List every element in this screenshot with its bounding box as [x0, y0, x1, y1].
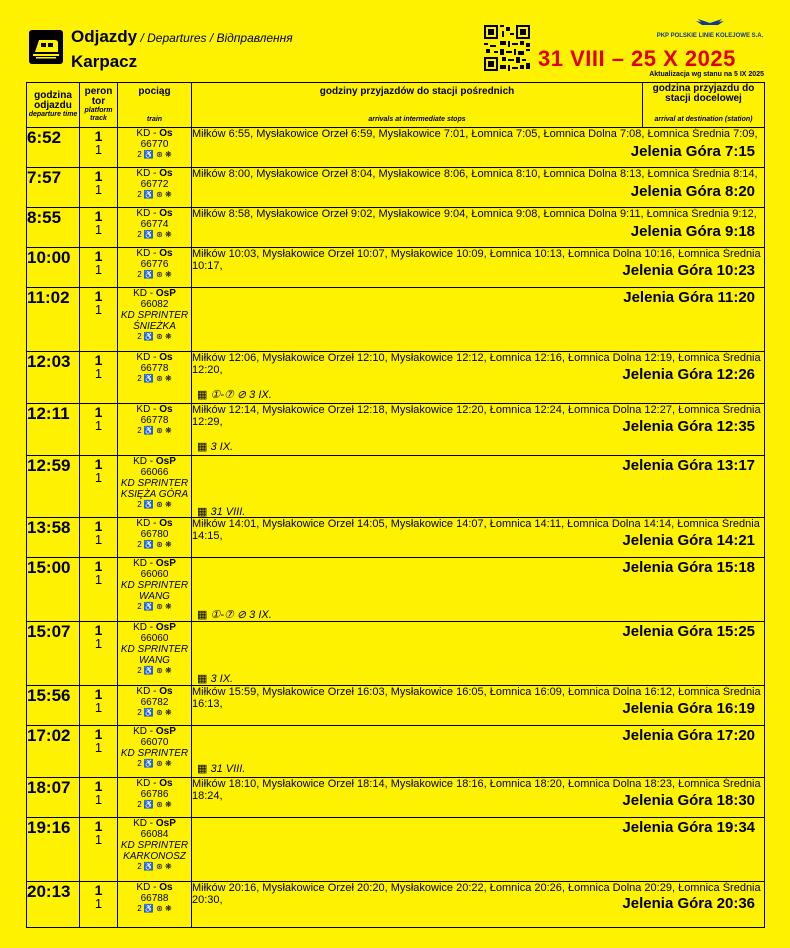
train-name: KD SPRINTER WANG — [120, 644, 189, 666]
train-number: 66782 — [140, 697, 169, 708]
intermediate-stops: Miłków 20:16, Mysłakowice Orzeł 20:20, Mysłakowice 20:22, Łomnica 20:26, Łomnica Dolna 20:29, Łomnica Średnia 20:30, — [192, 882, 761, 906]
destination-arrival: Jelenia Góra 9:18 — [630, 223, 755, 240]
train-info — [118, 686, 192, 726]
destination-arrival: Jelenia Góra 19:34 — [622, 819, 755, 836]
table-row — [27, 128, 765, 168]
operator-name: PKP POLSKIE LINIE KOLEJOWE S.A. — [656, 33, 764, 39]
train-name: KD SPRINTER KSIĘŻA GÓRA — [120, 478, 189, 500]
col-platform-header: peron tor platform track — [80, 83, 118, 128]
intermediate-stops: Miłków 18:10, Mysłakowice Orzeł 18:14, Mysłakowice 18:16, Łomnica 18:20, Łomnica Dolna 18:23, Łomnica Średnia 18:24, — [192, 778, 761, 802]
platform: 1 — [94, 248, 103, 264]
train-category: KD - Os — [136, 208, 173, 219]
track: 1 — [94, 532, 103, 547]
train-info — [118, 622, 192, 686]
stops-cell — [192, 622, 765, 686]
train-amenities-icons: 2 ♿ ⊛ ❋ — [137, 270, 172, 279]
train-category: KD - OsP — [133, 622, 176, 633]
station-name: Karpacz — [71, 52, 138, 71]
stops-cell — [192, 128, 765, 168]
stops-cell — [192, 686, 765, 726]
intermediate-stops: Miłków 8:00, Mysłakowice Orzeł 8:04, Mysłakowice 8:06, Łomnica 8:10, Łomnica Dolna 8:13, Łomnica Średnia 8:14, — [192, 168, 758, 180]
train-amenities-icons: 2 ♿ ⊛ ❋ — [137, 862, 172, 871]
train-amenities-icons: 2 ♿ ⊛ ❋ — [137, 374, 172, 383]
calendar-icon: ▦ — [197, 609, 208, 621]
destination-arrival: Jelenia Góra 7:15 — [630, 143, 755, 160]
platform: 1 — [94, 882, 103, 898]
stops-cell — [192, 818, 765, 882]
platform-track — [80, 518, 118, 558]
intermediate-stops: Miłków 6:55, Mysłakowice Orzeł 6:59, Mysłakowice 7:01, Łomnica 7:05, Łomnica Dolna 7:08, Łomnica Średnia 7:09, — [192, 128, 758, 140]
train-info — [118, 456, 192, 518]
train-info — [118, 518, 192, 558]
table-row — [27, 208, 765, 248]
track: 1 — [94, 222, 103, 237]
train-info — [118, 818, 192, 882]
platform: 1 — [94, 558, 103, 574]
platform: 1 — [94, 288, 103, 304]
track: 1 — [94, 792, 103, 807]
stops-cell — [192, 456, 765, 518]
train-amenities-icons: 2 ♿ ⊛ ❋ — [137, 190, 172, 199]
departure-time: 6:52 — [27, 128, 80, 168]
platform: 1 — [94, 686, 103, 702]
destination-arrival: Jelenia Góra 12:35 — [622, 418, 755, 435]
running-days-note: ▦ 3 IX. — [197, 673, 234, 685]
train-info — [118, 128, 192, 168]
train-amenities-icons: 2 ♿ ⊛ ❋ — [137, 602, 172, 611]
stops-cell — [192, 288, 765, 352]
timetable — [26, 82, 765, 928]
destination-arrival: Jelenia Góra 15:18 — [622, 559, 755, 576]
train-category: KD - Os — [136, 352, 173, 363]
train-category: KD - Os — [136, 882, 173, 893]
departure-time: 19:16 — [27, 818, 80, 882]
qr-code-icon — [484, 25, 530, 71]
col-train-header: pociąg train — [118, 83, 192, 128]
stops-cell — [192, 726, 765, 778]
train-info — [118, 882, 192, 928]
running-days-note: ▦ ①-⑦ ⊘ 3 IX. — [197, 389, 272, 401]
train-info — [118, 288, 192, 352]
table-row — [27, 778, 765, 818]
track: 1 — [94, 142, 103, 157]
train-info — [118, 168, 192, 208]
table-row — [27, 558, 765, 622]
intermediate-stops: Miłków 8:58, Mysłakowice Orzeł 9:02, Mysłakowice 9:04, Łomnica 9:08, Łomnica Dolna 9:11, Łomnica Średnia 9:12, — [192, 208, 757, 220]
track: 1 — [94, 366, 103, 381]
train-info — [118, 352, 192, 404]
train-category: KD - OsP — [133, 558, 176, 569]
running-days-note: ▦ ①-⑦ ⊘ 3 IX. — [197, 609, 272, 621]
calendar-icon: ▦ — [197, 506, 208, 518]
departure-time: 18:07 — [27, 778, 80, 818]
destination-arrival: Jelenia Góra 12:26 — [622, 366, 755, 383]
platform: 1 — [94, 352, 103, 368]
departure-time: 12:03 — [27, 352, 80, 404]
train-info — [118, 558, 192, 622]
train-info — [118, 248, 192, 288]
table-row — [27, 404, 765, 456]
train-category: KD - Os — [136, 168, 173, 179]
running-days-note: ▦ 31 VIII. — [197, 763, 246, 775]
train-amenities-icons: 2 ♿ ⊛ ❋ — [137, 426, 172, 435]
train-number: 66786 — [140, 789, 169, 800]
track: 1 — [94, 182, 103, 197]
train-number: 66778 — [140, 415, 169, 426]
train-number: 66780 — [140, 529, 169, 540]
platform-track — [80, 882, 118, 928]
stops-cell — [192, 248, 765, 288]
train-category: KD - Os — [136, 518, 173, 529]
platform: 1 — [94, 168, 103, 184]
train-amenities-icons: 2 ♿ ⊛ ❋ — [137, 800, 172, 809]
platform-track — [80, 622, 118, 686]
train-category: KD - Os — [136, 686, 173, 697]
departure-time: 12:59 — [27, 456, 80, 518]
train-amenities-icons: 2 ♿ ⊛ ❋ — [137, 500, 172, 509]
header — [0, 0, 790, 82]
col-time-header: godzina odjazdu departure time — [27, 83, 80, 128]
train-number: 66776 — [140, 259, 169, 270]
train-category: KD - Os — [136, 404, 173, 415]
train-number: 66774 — [140, 219, 169, 230]
stops-cell — [192, 168, 765, 208]
departure-time: 13:58 — [27, 518, 80, 558]
destination-arrival: Jelenia Góra 8:20 — [630, 183, 755, 200]
train-amenities-icons: 2 ♿ ⊛ ❋ — [137, 230, 172, 239]
intermediate-stops: Miłków 15:59, Mysłakowice Orzeł 16:03, Mysłakowice 16:05, Łomnica 16:09, Łomnica Dolna 16:12, Łomnica Średnia 16:13, — [192, 686, 761, 710]
platform: 1 — [94, 128, 103, 144]
table-row — [27, 456, 765, 518]
train-category: KD - Os — [136, 778, 173, 789]
pkp-wings-icon — [695, 17, 725, 27]
page-subtitle: / Departures / Відправлення — [137, 31, 293, 45]
train-info — [118, 778, 192, 818]
platform-track — [80, 558, 118, 622]
departure-time: 15:56 — [27, 686, 80, 726]
platform: 1 — [94, 726, 103, 742]
train-name: KD SPRINTER WANG — [120, 580, 189, 602]
departure-time: 11:02 — [27, 288, 80, 352]
track: 1 — [94, 636, 103, 651]
table-row — [27, 726, 765, 778]
stops-cell — [192, 352, 765, 404]
intermediate-stops: Miłków 14:01, Mysłakowice Orzeł 14:05, Mysłakowice 14:07, Łomnica 14:11, Łomnica Dolna 14:14, Łomnica Średnia 14:15, — [192, 518, 760, 542]
departure-time: 20:13 — [27, 882, 80, 928]
platform-track — [80, 128, 118, 168]
destination-arrival: Jelenia Góra 11:20 — [623, 289, 755, 306]
train-number: 66772 — [140, 179, 169, 190]
train-number: 66066 — [140, 467, 169, 478]
train-name: KD SPRINTER KARKONOSZ — [120, 840, 189, 862]
platform: 1 — [94, 208, 103, 224]
update-note: Aktualizacja wg stanu na 5 IX 2025 — [649, 71, 764, 78]
departure-time: 10:00 — [27, 248, 80, 288]
stops-cell — [192, 558, 765, 622]
stops-cell — [192, 404, 765, 456]
destination-arrival: Jelenia Góra 13:17 — [622, 457, 755, 474]
table-row — [27, 352, 765, 404]
platform: 1 — [94, 818, 103, 834]
platform: 1 — [94, 778, 103, 794]
train-amenities-icons: 2 ♿ ⊛ ❋ — [137, 759, 172, 768]
train-name: KD SPRINTER ŚNIEŻKA — [120, 310, 189, 332]
platform: 1 — [94, 404, 103, 420]
train-category: KD - OsP — [133, 726, 176, 737]
table-row — [27, 518, 765, 558]
train-number: 66084 — [140, 829, 169, 840]
train-category: KD - OsP — [133, 818, 176, 829]
track: 1 — [94, 740, 103, 755]
train-category: KD - OsP — [133, 456, 176, 467]
train-info — [118, 208, 192, 248]
table-row — [27, 686, 765, 726]
calendar-icon: ▦ — [197, 441, 208, 453]
track: 1 — [94, 418, 103, 433]
track: 1 — [94, 302, 103, 317]
train-category: KD - OsP — [133, 288, 176, 299]
table-header — [27, 83, 765, 128]
track: 1 — [94, 262, 103, 277]
departure-time: 15:07 — [27, 622, 80, 686]
platform-track — [80, 686, 118, 726]
train-icon — [29, 30, 63, 64]
table-row — [27, 882, 765, 928]
train-category: KD - Os — [136, 248, 173, 259]
table-row — [27, 288, 765, 352]
platform: 1 — [94, 518, 103, 534]
table-row — [27, 622, 765, 686]
departure-time: 15:00 — [27, 558, 80, 622]
track: 1 — [94, 832, 103, 847]
train-number: 66060 — [140, 569, 169, 580]
destination-arrival: Jelenia Góra 20:36 — [622, 895, 755, 912]
train-number: 66788 — [140, 893, 169, 904]
intermediate-stops: Miłków 10:03, Mysłakowice Orzeł 10:07, Mysłakowice 10:09, Łomnica 10:13, Łomnica Dolna 10:16, Łomnica Średnia 10:17, — [192, 248, 761, 272]
calendar-icon: ▦ — [197, 673, 208, 685]
destination-arrival: Jelenia Góra 15:25 — [622, 623, 755, 640]
train-number: 66770 — [140, 139, 169, 150]
train-amenities-icons: 2 ♿ ⊛ ❋ — [137, 666, 172, 675]
train-number: 66082 — [140, 299, 169, 310]
departure-time: 8:55 — [27, 208, 80, 248]
destination-arrival: Jelenia Góra 17:20 — [622, 727, 755, 744]
destination-arrival: Jelenia Góra 18:30 — [622, 792, 755, 809]
platform-track — [80, 352, 118, 404]
departure-time: 17:02 — [27, 726, 80, 778]
platform-track — [80, 208, 118, 248]
train-amenities-icons: 2 ♿ ⊛ ❋ — [137, 540, 172, 549]
departure-time: 12:11 — [27, 404, 80, 456]
running-days-note: ▦ 31 VIII. — [197, 506, 246, 518]
departure-time: 7:57 — [27, 168, 80, 208]
train-amenities-icons: 2 ♿ ⊛ ❋ — [137, 708, 172, 717]
platform-track — [80, 404, 118, 456]
stops-cell — [192, 778, 765, 818]
destination-arrival: Jelenia Góra 14:21 — [622, 532, 755, 549]
track: 1 — [94, 470, 103, 485]
calendar-icon: ▦ — [197, 763, 208, 775]
platform-track — [80, 726, 118, 778]
stops-cell — [192, 208, 765, 248]
train-number: 66778 — [140, 363, 169, 374]
table-row — [27, 818, 765, 882]
train-info — [118, 726, 192, 778]
pkp-logo — [650, 14, 770, 39]
intermediate-stops: Miłków 12:06, Mysłakowice Orzeł 12:10, Mysłakowice 12:12, Łomnica 12:16, Łomnica Dolna 12:19, Łomnica Średnia 12:20, — [192, 352, 761, 376]
col-stops-header: godziny przyjazdów do stacji pośrednich arrivals at intermediate stops — [192, 83, 643, 128]
train-number: 66060 — [140, 633, 169, 644]
stops-cell — [192, 518, 765, 558]
platform-track — [80, 288, 118, 352]
platform-track — [80, 778, 118, 818]
track: 1 — [94, 700, 103, 715]
calendar-icon: ▦ — [197, 389, 208, 401]
validity-period: 31 VIII – 25 X 2025 — [538, 46, 736, 71]
train-amenities-icons: 2 ♿ ⊛ ❋ — [137, 904, 172, 913]
col-destination-header: godzina przyjazdu do stacji docelowej arrival at destination (station) — [643, 83, 765, 128]
platform-track — [80, 456, 118, 518]
table-row — [27, 168, 765, 208]
platform: 1 — [94, 456, 103, 472]
train-amenities-icons: 2 ♿ ⊛ ❋ — [137, 150, 172, 159]
platform: 1 — [94, 622, 103, 638]
train-amenities-icons: 2 ♿ ⊛ ❋ — [137, 332, 172, 341]
destination-arrival: Jelenia Góra 16:19 — [622, 700, 755, 717]
running-days-note: ▦ 3 IX. — [197, 441, 234, 453]
table-row — [27, 248, 765, 288]
track: 1 — [94, 896, 103, 911]
train-info — [118, 404, 192, 456]
destination-arrival: Jelenia Góra 10:23 — [622, 262, 755, 279]
page-title: Odjazdy / Departures / Відправлення — [71, 27, 293, 46]
platform-track — [80, 248, 118, 288]
train-name: KD SPRINTER — [120, 748, 189, 759]
track: 1 — [94, 572, 103, 587]
train-category: KD - Os — [136, 128, 173, 139]
train-number: 66070 — [140, 737, 169, 748]
intermediate-stops: Miłków 12:14, Mysłakowice Orzeł 12:18, Mysłakowice 12:20, Łomnica 12:24, Łomnica Dolna 12:27, Łomnica Średnia 12:29, — [192, 404, 761, 428]
platform-track — [80, 168, 118, 208]
stops-cell — [192, 882, 765, 928]
platform-track — [80, 818, 118, 882]
